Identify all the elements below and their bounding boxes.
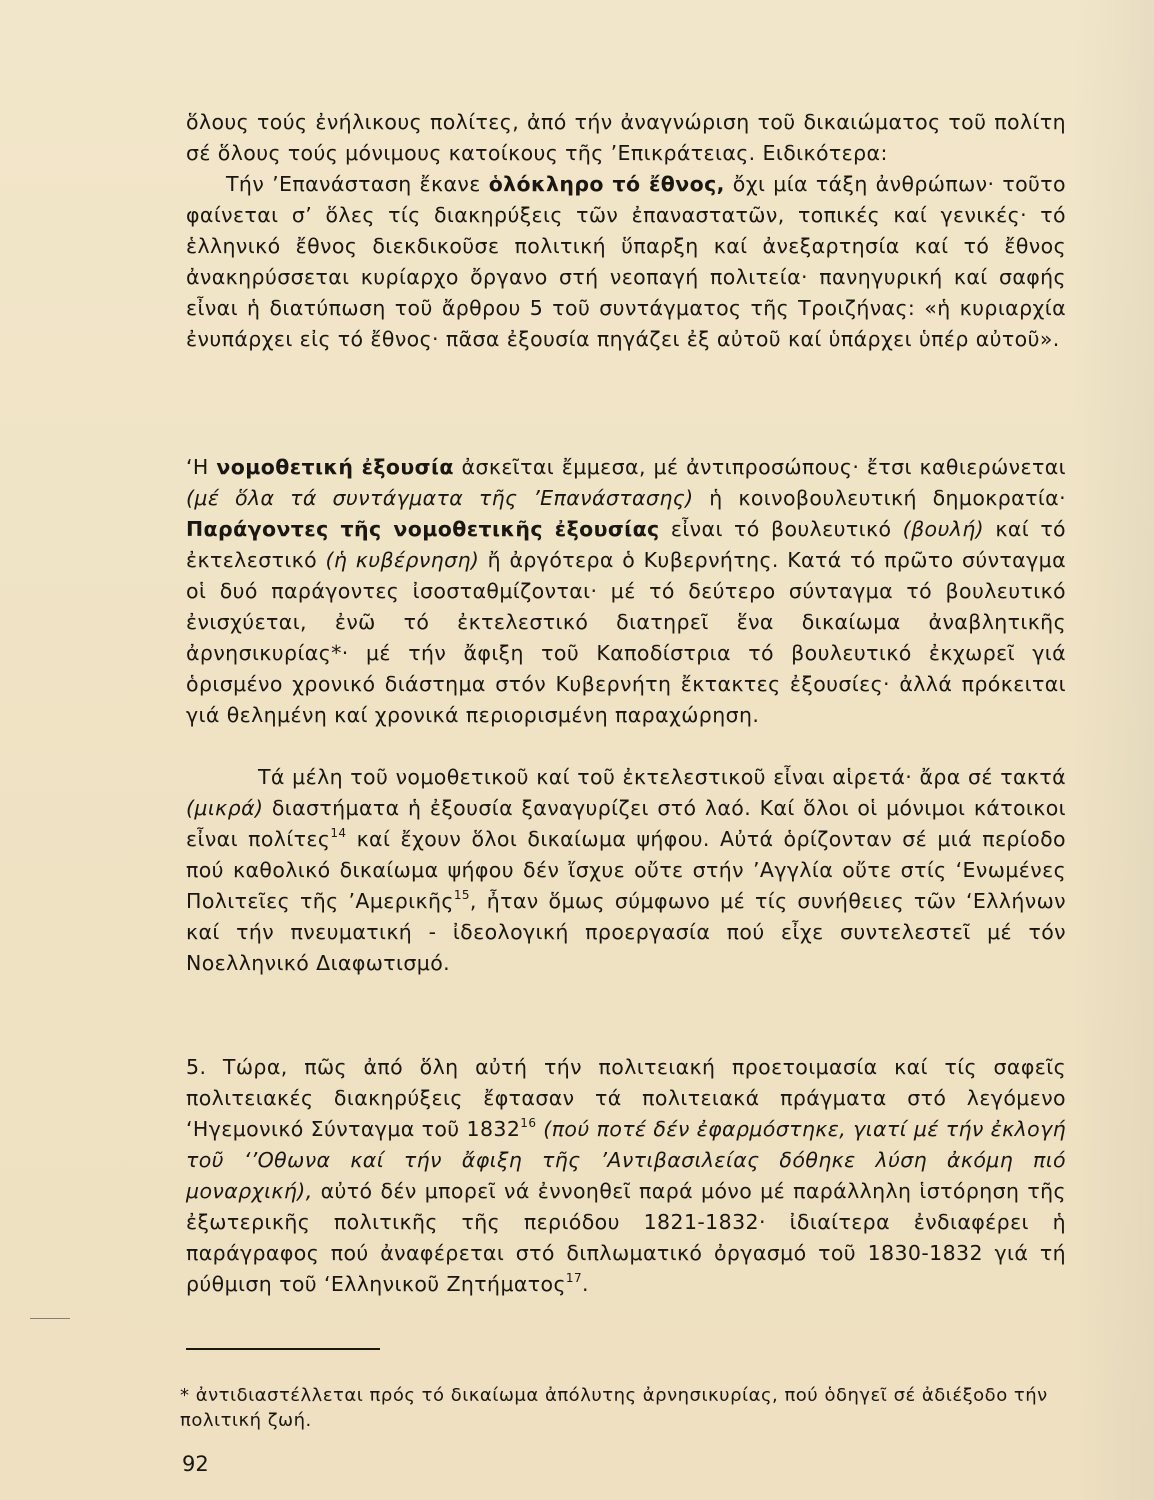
footnote-ref-16[interactable]: 16 [520,1116,537,1130]
paragraph-2: ‘Η νομοθετική ἐξουσία ἀσκεῖται ἔμμεσα, μέ ἀντιπροσώπους· ἔτσι καθιερώνεται (μέ ὅλα τά συντάγματα τῆς ’Επανάστασης) ἡ κοινοβουλευτική δημοκρατία· Παράγοντες τῆς νομοθετικῆς ἐξουσίας εἶναι τό βουλευτικό (βουλή) καί τό ἐκτελεστικό (ἡ κυβέρνηση) ἤ ἀργότερα ὁ Κυβερνήτης. Κατά τό πρῶτο σύνταγμα οἱ δυό παράγοντες ἰσοσταθμίζονται· μέ τό δεύτερο σύνταγμα τό βουλευτικό ἐνισχύεται, ἐνῶ τό ἐκτελεστικό διατηρεῖ ἕνα δικαίωμα ἀναβλητικῆς ἀρνησικυρίας*· μέ τήν ἄφιξη τοῦ Καποδίστρια τό βουλευτικό ἐκχωρεῖ γιά ὁρισμένο χρονικό διάστημα στόν Κυβερνήτη ἔκτακτες ἐξουσίες· ἀλλά πρόκειται γιά θελημένη καί χρονικά περιορισμένη παραχώρηση. [186,455,1066,727]
footnote-ref-14[interactable]: 14 [330,826,347,840]
page-number: 92 [182,1452,209,1476]
paragraph-1: ὅλους τούς ἐνήλικους πολίτες, ἀπό τήν ἀναγνώριση τοῦ δικαιώματος τοῦ πολίτη σέ ὅλους τούς μόνιμους κατοίκους τῆς ’Επικράτειας. Ειδικότερα: Τήν ’Επανάσταση ἔκανε ὁλόκληρο τό ἔθνος, ὄχι μία τάξη ἀνθρώπων· τοῦτο φαίνεται σ’ ὅλες τίς διακηρύξεις τῶν ἐπαναστατῶν, τοπικές καί γενικές· τό ἑλληνικό ἔθνος διεκδικοῦσε πολιτική ὕπαρξη καί ἀνεξαρτησία καί τό ἔθνος ἀνακηρύσσεται κυρίαρχο ὄργανο στή νεοπαγή πολιτεία· πανηγυρική καί σαφής εἶναι ἡ διατύπωση τοῦ ἄρθρου 5 τοῦ συντάγματος τῆς Τροιζήνας: «ἡ κυριαρχία ἐνυπάρχει εἰς τό ἔθνος· πᾶσα ἐξουσία πηγάζει ἐξ αὐτοῦ καί ὑπάρχει ὑπέρ αὐτοῦ». [186,110,1066,351]
show-through-shading [1074,0,1154,1500]
margin-pencil-mark [30,1318,70,1319]
footnote: * ἀντιδιαστέλλεται πρός τό δικαίωμα ἀπόλυτης ἀρνησικυρίας, πού ὁδηγεῖ σέ ἀδιέξοδο τήν πολιτική ζωή. [180,1385,1048,1431]
footnote-ref-15[interactable]: 15 [453,888,470,902]
paragraph-4: 5. Τώρα, πῶς ἀπό ὅλη αὐτή τήν πολιτειακή προετοιμασία καί τίς σαφεῖς πολιτειακές διακηρύξεις ἔφτασαν τά πολιτειακά πράγματα στό λεγόμενο ‘Ηγεμονικό Σύνταγμα τοῦ 1832$^{16}$ (πού ποτέ δέν ἐφαρμόστηκε, γιατί μέ τήν ἐκλογή τοῦ ‘’Οθωνα καί τήν ἄφιξη τῆς ’Αντιβασιλείας δόθηκε λύση ἀκόμη πιό μοναρχική), αὐτό δέν μπορεῖ νά ἐννοηθεῖ παρά μόνο μέ παράλληλη ἱστόρηση τῆς ἐξωτερικῆς πολιτικῆς τῆς περιόδου 1821-1832· ἰδιαίτερα ἐνδιαφέρει ἡ παράγραφος πού ἀναφέρεται στό διπλωματικό ὀργασμό τοῦ 1830-1832 γιά τή ρύθμιση τοῦ ‘Ελληνικοῦ Ζητήματος$^{17}$. [186,1055,1067,1296]
paragraph-3: Τά μέλη τοῦ νομοθετικοῦ καί τοῦ ἐκτελεστικοῦ εἶναι αἱρετά· ἄρα σέ τακτά (μικρά) διαστήματα ἡ ἐξουσία ξαναγυρίζει στό λαό. Καί ὅλοι οἱ μόνιμοι κάτοικοι εἶναι πολίτες$^{14}$ καί ἔχουν ὅλοι δικαίωμα ψήφου. Αὐτά ὁρίζονταν σέ μιά περίοδο πού καθολικό δικαίωμα ψήφου δέν ἴσχυε οὔτε στήν ’Αγγλία οὔτε στίς ‘Ενωμένες Πολιτεῖες τῆς ’Αμερικῆς$^{15}$, ἦταν ὅμως σύμφωνο μέ τίς συνήθειες τῶν ‘Ελλήνων καί τήν πνευματική - ἰδεολογική προεργασία πού εἶχε συντελεστεῖ μέ τόν Νοελληνικό Διαφωτισμό. [186,765,1066,975]
footnote-separator [186,1348,380,1350]
footnote-ref-17[interactable]: 17 [565,1271,582,1285]
